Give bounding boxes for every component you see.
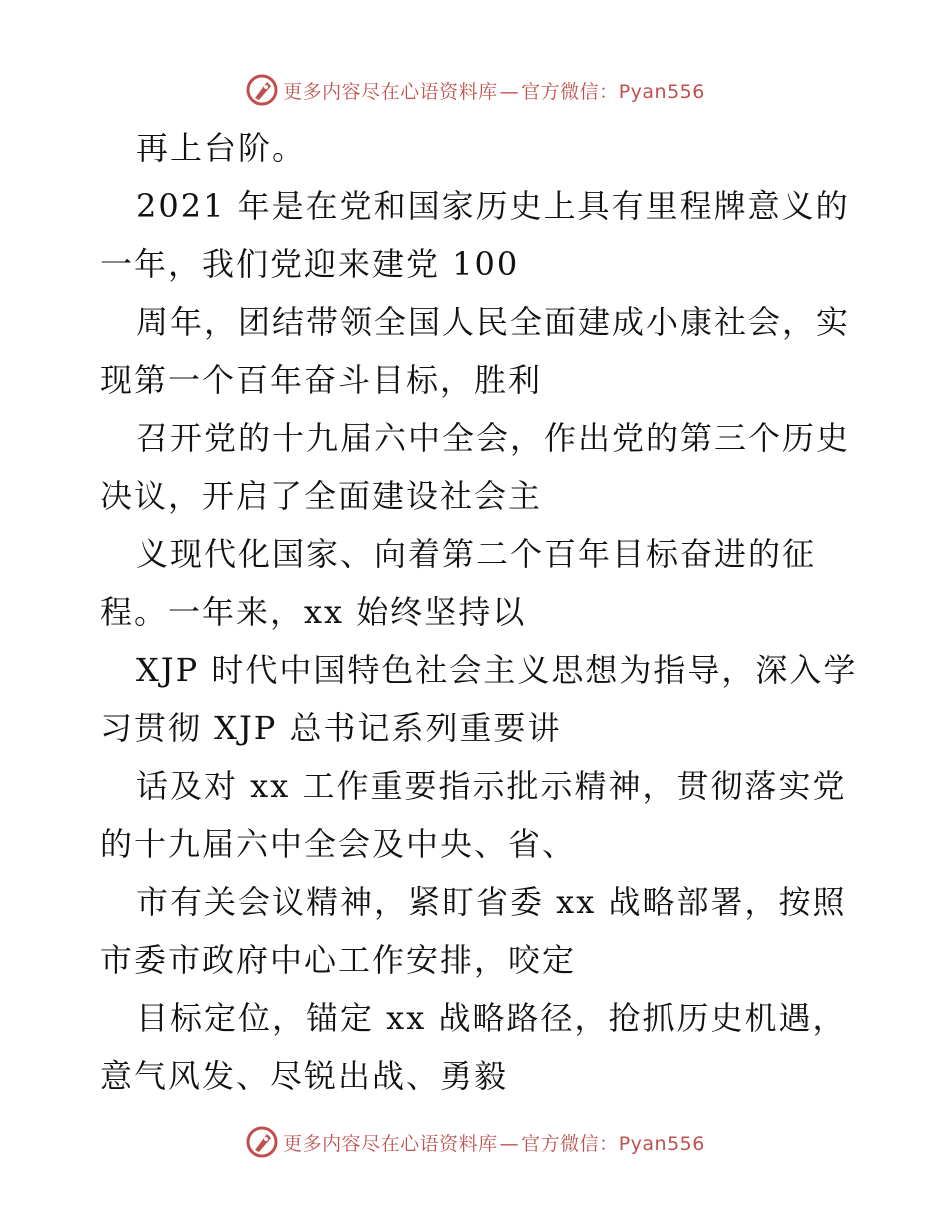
body-line: 习贯彻 XJP 总书记系列重要讲 <box>100 709 562 747</box>
body-line: 程。一年来，xx 始终坚持以 <box>100 593 527 631</box>
body-line: XJP 时代中国特色社会主义思想为指导，深入学 <box>136 651 858 689</box>
body-line: 意气风发、尽锐出战、勇毅 <box>100 1057 509 1095</box>
body-line: 市有关会议精神，紧盯省委 xx 战略部署，按照 <box>136 883 847 921</box>
body-line: 召开党的十九届六中全会，作出党的第三个历史 <box>136 419 851 457</box>
header-watermark <box>0 70 950 110</box>
body-line: 决议，开启了全面建设社会主 <box>100 477 543 515</box>
body-line: 市委市政府中心工作安排，咬定 <box>100 941 577 979</box>
watermark-wechat-id: Pyan556 <box>618 1132 705 1155</box>
watermark-separator: — <box>499 80 520 103</box>
body-line: 一年，我们党迎来建党 100 <box>100 245 520 283</box>
body-line: 现第一个百年奋斗目标，胜利 <box>100 361 543 399</box>
footer-watermark <box>0 1122 950 1162</box>
body-line: 话及对 xx 工作重要指示批示精神，贯彻落实党 <box>136 767 847 805</box>
pen-nib-circle-icon <box>245 73 279 107</box>
watermark-separator: — <box>499 1132 520 1155</box>
body-line: 目标定位，锚定 xx 战略路径，抢抓历史机遇， <box>136 999 847 1037</box>
watermark-official-label: 官方微信： <box>521 80 619 103</box>
body-line: 2021 年是在党和国家历史上具有里程牌意义的 <box>136 187 850 225</box>
pen-nib-circle-icon <box>245 1125 279 1159</box>
watermark-wechat-id: Pyan556 <box>618 80 705 103</box>
body-line: 义现代化国家、向着第二个百年目标奋进的征 <box>136 535 817 573</box>
body-line: 周年，团结带领全国人民全面建成小康社会，实 <box>136 303 851 341</box>
watermark-official-label: 官方微信： <box>521 1132 619 1155</box>
watermark-brand: 更多内容尽在心语资料库 <box>283 1132 498 1155</box>
body-line: 的十九届六中全会及中央、省、 <box>100 825 577 863</box>
body-line: 再上台阶。 <box>136 129 307 167</box>
watermark-brand: 更多内容尽在心语资料库 <box>283 80 498 103</box>
